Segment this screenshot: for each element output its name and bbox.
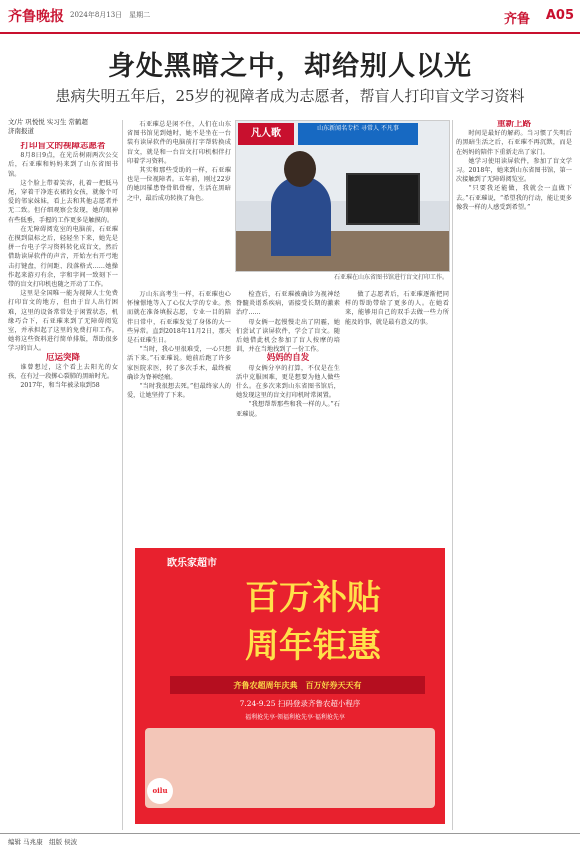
column-2-top — [127, 120, 231, 275]
photo-desk — [236, 231, 449, 271]
advertisement — [135, 548, 445, 824]
article-title: 身处黑暗之中，却给别人以光 — [108, 51, 472, 82]
paragraph: 检查后，石亚璀被确诊为视神经脊髓炎谱系疾病，需接受长期的激素治疗…… — [236, 291, 340, 317]
column-badge-tagline: 山东新闻名专栏 寻常人 不凡事 — [298, 123, 418, 145]
paragraph: 万山东高考生一样，石亚璀也心怀憧憬地等入了心仪大学的专业。然而就在准备填报志愿，专业一目的陪伴日常中，石亚璀发觉了身体的大一些异常。直到2018年11月2日，那天是石亚璀生日。 — [127, 291, 231, 345]
page-number: A05 — [545, 8, 574, 23]
paragraph: 这里是全国唯一能为视障人士免费打印盲文的地方，但由于盲人出行困难，这里的设备常常处于闲置状态，机缘巧合下，石亚璀来到了无障碍阅览室，并承担起了这里的免费打印工作。她将这些资料进行简单排版，帮助很多学习的盲人。 — [8, 290, 118, 353]
column-4 — [345, 290, 449, 545]
column-1 — [8, 142, 118, 830]
issue-date: 2024年8月13日 星期二 — [70, 11, 151, 19]
ad-headline-1: 百万补贴 — [245, 578, 381, 618]
footer-rule — [0, 833, 580, 834]
section-heading: 重新上路 — [496, 120, 531, 129]
column-5 — [456, 120, 572, 830]
column-3 — [236, 290, 340, 545]
photo-monitor — [346, 173, 420, 225]
byline — [8, 118, 108, 136]
column-divider — [122, 120, 123, 830]
paragraph: “当时我很想去死。”但最终家人的爱，让她坚持了下来。 — [127, 383, 231, 400]
paragraph: 时间是最好的解药。当习惯了失明后的黑暗生活之后，石亚璀不再沉默，而是在妈妈的陪伴下重新走出了家门。 — [456, 130, 572, 156]
paragraph: 其实和那些受助的一样，石亚璀也是一位视障者。五年前，刚过22岁的她因罹患脊骨肌骨瘤，生活在黑暗之中，最后成功转换了角色。 — [127, 167, 231, 202]
ad-brand: 欧乐家超市 — [167, 558, 217, 569]
paragraph: 谁曾想过，这个看上去阳光的女孩，在有过一段掷心裂肺的黑暗时光。 — [8, 363, 118, 381]
newspaper-logo: 齐鲁晚报 — [8, 9, 64, 25]
paragraph: 8月8日9点，在光岳树雨两次公交后，石亚璀和妈妈来到了山东省图书馆。 — [8, 152, 118, 178]
paragraph: “我想帮帮那些和我一样的人。”石亚璀说。 — [236, 401, 340, 418]
photo-person — [271, 176, 331, 256]
byline-authors: 文/片 巩悦悦 实习生 常鹤超 — [8, 118, 88, 126]
paragraph: “当时，我心里很难受，一心只想活下来。”石亚璀说。她前后跑了许多家医院求医，转了多次手术，最终被确诊为脊神经瘤。 — [127, 346, 231, 381]
paragraph: 这个脸上带着笑容，扎着一把低马尾，穿着干净连衣裙的女孩，就像个可爱的邻家妹妹，看上去和其他志愿者并无二致。但仔细观察会发现，她的眼神有些低垂，手握的工作更多是触摸的。 — [8, 179, 118, 224]
column-2 — [127, 290, 231, 545]
ad-strip: 齐鲁农超周年庆典 百万好券天天有 — [170, 676, 425, 694]
section-heading: 妈妈的自发 — [266, 353, 310, 364]
photo-head — [284, 151, 316, 187]
byline-location: 济南报道 — [8, 127, 34, 135]
section-heading: 厄运突降 — [45, 352, 80, 363]
ad-benefits: 福利抢先享·领福利抢先享·福利抢先享 — [245, 714, 345, 721]
ad-dates: 7.24-9.25 扫码登录齐鲁农超小程序 — [239, 699, 361, 708]
paragraph: 在无障碍阅览室的电脑前，石亚璀在摸到鼠标之后，轻轻坐下来，她先是拼一台电子学习资料转化成盲文，然后借助读屏软件的声音，开始左右开弓地击打键盘，行间距、段落格式……她操作起来游刃有余，字和字间一致刻下一带的盲文打印机也随之开动了工作。 — [8, 225, 118, 289]
article-subtitle: 患病失明五年后，25岁的视障者成为志愿者，帮盲人打印盲文学习资料 — [55, 87, 525, 105]
paragraph: “只要我还能做，我就会一直做下去。”石亚璀说，“希望我的行动，能让更多像我一样的人感受到希望。” — [456, 185, 572, 211]
column-divider — [452, 120, 453, 830]
paragraph: 她学习使用读屏软件，参加了盲文学习。2018年，她来到山东省图书馆，第一次接触到了无障碍阅览室。 — [456, 157, 572, 184]
section-name: 齐鲁 — [503, 12, 530, 27]
paragraph: 母女俩分享的打算，不仅是在生活中克服困难，更是想要为他人做些什么。在多次来到山东省图书馆后，她发现这里的盲文打印机时常闲置。 — [236, 364, 340, 400]
editor-credit: 编辑 马兆康 组版 侯波 — [8, 838, 78, 846]
column-badge: 凡人歌 — [238, 123, 294, 145]
paragraph: 做了志愿者后，石亚璀逐渐把同样的帮助带给了更多的人。在她看来，能够用自己的双手去做一些力所能及的事，就是最有意义的事。 — [345, 291, 449, 326]
ad-headline-2: 周年钜惠 — [245, 626, 381, 666]
paragraph: 2017年，和当年被录取到58 — [20, 382, 100, 390]
photo-caption: 石亚璀在山东省图书馆进行盲文打印工作。 — [333, 274, 448, 281]
ad-product-shelf — [145, 728, 435, 808]
paragraph: 母女俩一起慢慢走出了阴霾，她们尝试了读屏软件，学会了盲文。随后她借此机会参加了盲人按摩的培训，并在当地找到了一份工作。 — [236, 318, 340, 354]
paragraph: 石亚璀总是闲不住，人们在山东省图书馆见到她时，她不是坐在一台装有读屏软件的电脑前打字帮转换成盲文，就是和一台盲文打印机相伴打印着学习资料。 — [127, 121, 231, 165]
section-heading: 打印盲文的视障志愿者 — [20, 142, 106, 151]
ad-logo: oilu — [147, 778, 173, 804]
page-header — [0, 0, 580, 34]
